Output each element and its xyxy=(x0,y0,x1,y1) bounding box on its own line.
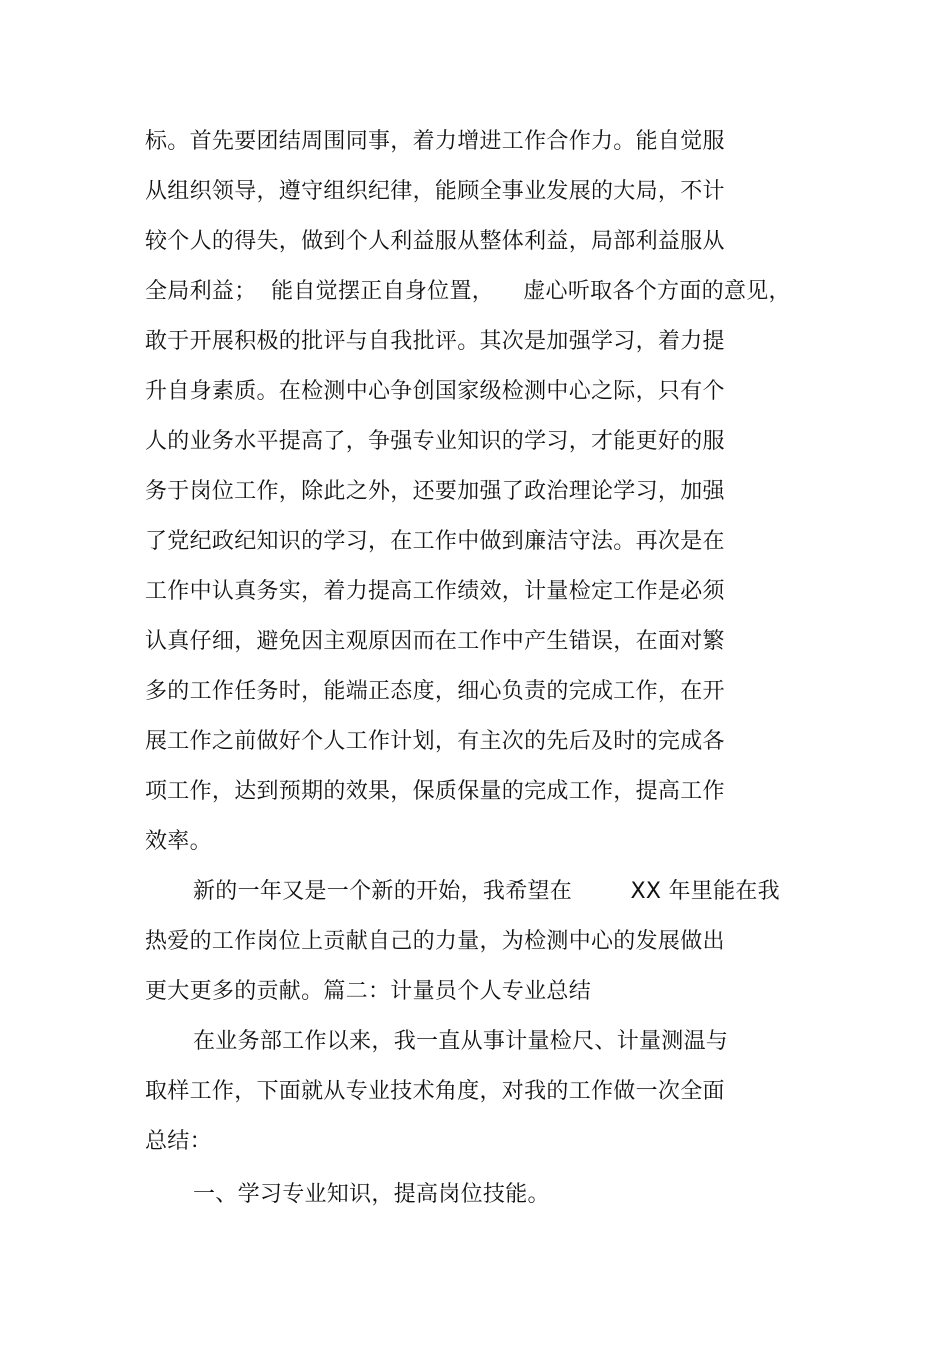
text-line: 全局利益； 能自觉摆正自身位置， 虚心听取各个方面的意见， xyxy=(145,279,791,304)
text-line: 升自身素质。在检测中心争创国家级检测中心之际，只有个 xyxy=(145,379,725,404)
section-heading: 一、学习专业知识，提高岗位技能。 xyxy=(193,1182,550,1207)
paragraph-first-line: 新的一年又是一个新的开始，我希望在 XX 年里能在我 xyxy=(193,879,780,904)
text-line: 务于岗位工作，除此之外，还要加强了政治理论学习，加强 xyxy=(145,479,725,504)
text-line: 展工作之前做好个人工作计划，有主次的先后及时的完成各 xyxy=(145,729,725,754)
text-line: 总结： xyxy=(145,1129,212,1154)
text-line: 多的工作任务时，能端正态度，细心负责的完成工作，在开 xyxy=(145,679,725,704)
text-line: 标。首先要团结周围同事，着力增进工作合作力。能自觉服 xyxy=(145,129,725,154)
text-line: 项工作，达到预期的效果，保质保量的完成工作，提高工作 xyxy=(145,779,725,804)
text-line: 热爱的工作岗位上贡献自己的力量，为检测中心的发展做出 xyxy=(145,929,725,954)
text-line: 认真仔细，避免因主观原因而在工作中产生错误，在面对繁 xyxy=(145,629,725,654)
text-line: 取样工作，下面就从专业技术角度，对我的工作做一次全面 xyxy=(145,1079,725,1104)
text-line: 工作中认真务实，着力提高工作绩效，计量检定工作是必须 xyxy=(145,579,725,604)
text-line: 效率。 xyxy=(145,829,212,854)
text-line: 较个人的得失，做到个人利益服从整体利益，局部利益服从 xyxy=(145,229,725,254)
paragraph-first-line: 在业务部工作以来，我一直从事计量检尺、计量测温与 xyxy=(193,1029,729,1054)
text-line: 了党纪政纪知识的学习，在工作中做到廉洁守法。再次是在 xyxy=(145,529,725,554)
text-line: 敢于开展积极的批评与自我批评。其次是加强学习，着力提 xyxy=(145,329,725,354)
text-line: 更大更多的贡献。篇二：计量员个人专业总结 xyxy=(145,979,592,1004)
text-line: 人的业务水平提高了，争强专业知识的学习，才能更好的服 xyxy=(145,429,725,454)
text-line: 从组织领导，遵守组织纪律，能顾全事业发展的大局，不计 xyxy=(145,179,725,204)
